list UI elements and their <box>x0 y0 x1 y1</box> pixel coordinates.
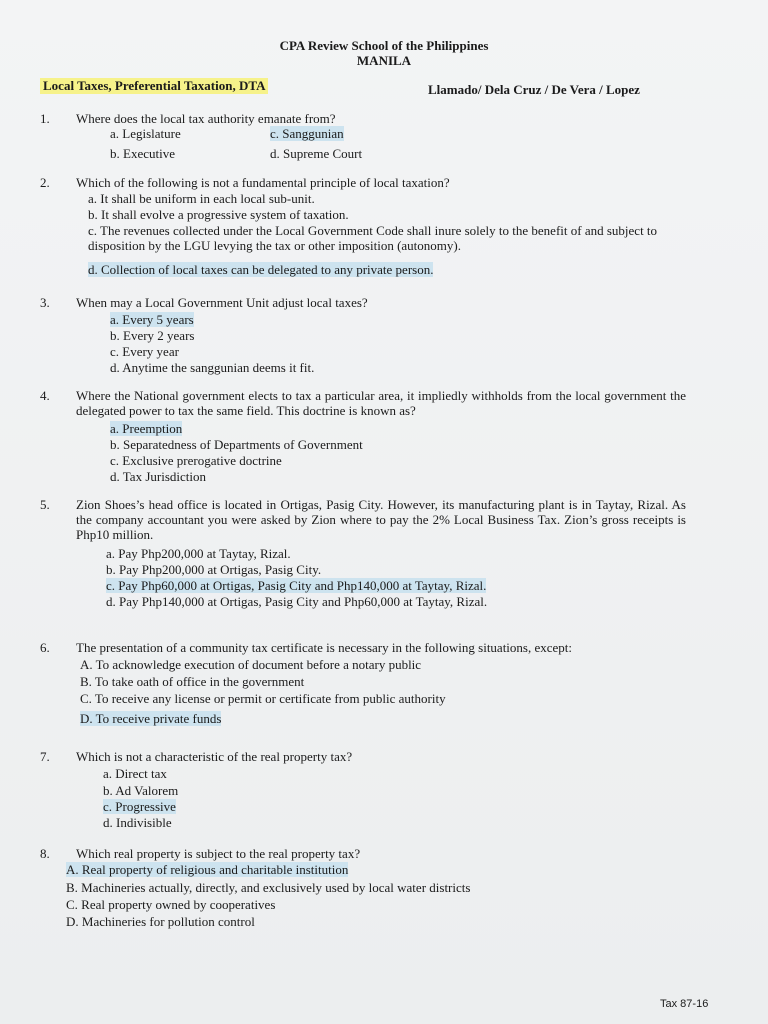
answer-option <box>88 223 663 253</box>
answer-option <box>66 914 255 929</box>
answer-option <box>110 453 282 468</box>
question-number: 4. <box>40 388 50 403</box>
answer-option <box>270 146 362 161</box>
question-number: 7. <box>40 749 50 764</box>
answer-option <box>110 437 363 452</box>
question-text: Zion Shoes’s head office is located in Ortigas, Pasig City. However, its manufacturing plant is in Taytay, Rizal. As the company accountant you were asked by Zion where to pay the 2% Local Business Tax. Zion’s gross receipts is Php10 million. <box>76 497 686 542</box>
answer-option <box>106 546 291 561</box>
authors: Llamado/ Dela Cruz / De Vera / Lopez <box>428 82 640 97</box>
option-text: b. Ad Valorem <box>103 783 179 798</box>
option-text: C. To receive any license or permit or certificate from public authority <box>80 691 446 706</box>
answer-option-highlighted <box>88 262 433 277</box>
question-text: Which real property is subject to the real property tax? <box>76 846 361 861</box>
option-text: D. Machineries for pollution control <box>66 914 255 929</box>
question-text: Where does the local tax authority emanate from? <box>76 111 336 126</box>
option-text: c. Every year <box>110 344 179 359</box>
option-text: a. Every 5 years <box>110 312 194 327</box>
question-number: 3. <box>40 295 50 310</box>
answer-option <box>80 691 446 706</box>
question-text: Which of the following is not a fundamental principle of local taxation? <box>76 175 450 190</box>
answer-option <box>80 674 304 689</box>
option-text: c. Exclusive prerogative doctrine <box>110 453 282 468</box>
answer-option-highlighted <box>110 312 194 327</box>
answer-option <box>106 594 487 609</box>
answer-option-highlighted <box>270 126 344 141</box>
question-text: The presentation of a community tax certificate is necessary in the following situations, except: <box>76 640 573 655</box>
option-text: c. The revenues collected under the Local Government Code shall inure solely to the benefit of and subject to disposition by the LGU levying the tax or other imposition (autonomy). <box>88 223 658 253</box>
option-text: a. Pay Php200,000 at Taytay, Rizal. <box>106 546 291 561</box>
option-text: a. Direct tax <box>103 766 167 781</box>
answer-option <box>66 897 275 912</box>
option-text: d. Indivisible <box>103 815 172 830</box>
answer-option-highlighted <box>103 799 176 814</box>
question-number: 1. <box>40 111 50 126</box>
option-text: c. Progressive <box>103 799 176 814</box>
answer-option <box>110 360 314 375</box>
option-text: a. Legislature <box>110 126 181 141</box>
option-text: B. To take oath of office in the government <box>80 674 305 689</box>
option-text: d. Anytime the sanggunian deems it fit. <box>110 360 315 375</box>
option-text: d. Tax Jurisdiction <box>110 469 206 484</box>
answer-option-highlighted <box>66 862 348 877</box>
option-text: D. To receive private funds <box>80 711 222 726</box>
option-text: C. Real property owned by cooperatives <box>66 897 276 912</box>
page-code: Tax 87-16 <box>660 998 709 1010</box>
answer-option <box>66 880 470 895</box>
answer-option <box>103 815 172 830</box>
option-text: b. Every 2 years <box>110 328 195 343</box>
option-text: d. Supreme Court <box>270 146 363 161</box>
answer-option <box>110 469 206 484</box>
option-text: a. It shall be uniform in each local sub-unit. <box>88 191 315 206</box>
school-name: CPA Review School of the Philippines <box>279 38 489 53</box>
question-number: 6. <box>40 640 50 655</box>
document-header <box>0 38 768 68</box>
question-text: When may a Local Government Unit adjust local taxes? <box>76 295 368 310</box>
city-name: MANILA <box>356 53 412 68</box>
option-text: A. To acknowledge execution of document before a notary public <box>80 657 422 672</box>
subject-title: Local Taxes, Preferential Taxation, DTA <box>40 78 268 94</box>
question-number: 8. <box>40 846 50 861</box>
option-text: b. Executive <box>110 146 175 161</box>
option-text: d. Collection of local taxes can be delegated to any private person. <box>88 262 434 277</box>
answer-option <box>80 657 421 672</box>
question-text: Which is not a characteristic of the real property tax? <box>76 749 353 764</box>
answer-option <box>110 126 181 141</box>
answer-option <box>110 146 175 161</box>
option-text: b. It shall evolve a progressive system of taxation. <box>88 207 349 222</box>
question-number: 5. <box>40 497 50 512</box>
answer-option <box>103 783 178 798</box>
option-text: A. Real property of religious and charitable institution <box>66 862 349 877</box>
answer-option <box>88 191 315 206</box>
option-text: a. Preemption <box>110 421 183 436</box>
answer-option <box>103 766 167 781</box>
option-text: b. Pay Php200,000 at Ortigas, Pasig City. <box>106 562 322 577</box>
question-text: Where the National government elects to tax a particular area, it impliedly withholds from the local government the delegated power to tax the same field. This doctrine is known as? <box>76 388 686 418</box>
question-number: 2. <box>40 175 50 190</box>
answer-option <box>106 562 321 577</box>
answer-option-highlighted <box>110 421 182 436</box>
option-text: c. Pay Php60,000 at Ortigas, Pasig City and Php140,000 at Taytay, Rizal. <box>106 578 487 593</box>
option-text: c. Sanggunian <box>270 126 344 141</box>
option-text: d. Pay Php140,000 at Ortigas, Pasig City and Php60,000 at Taytay, Rizal. <box>106 594 488 609</box>
answer-option <box>110 344 179 359</box>
answer-option-highlighted <box>80 711 221 726</box>
option-text: b. Separatedness of Departments of Government <box>110 437 363 452</box>
answer-option <box>88 207 349 222</box>
answer-option-highlighted <box>106 578 486 593</box>
option-text: B. Machineries actually, directly, and exclusively used by local water districts <box>66 880 471 895</box>
answer-option <box>110 328 194 343</box>
